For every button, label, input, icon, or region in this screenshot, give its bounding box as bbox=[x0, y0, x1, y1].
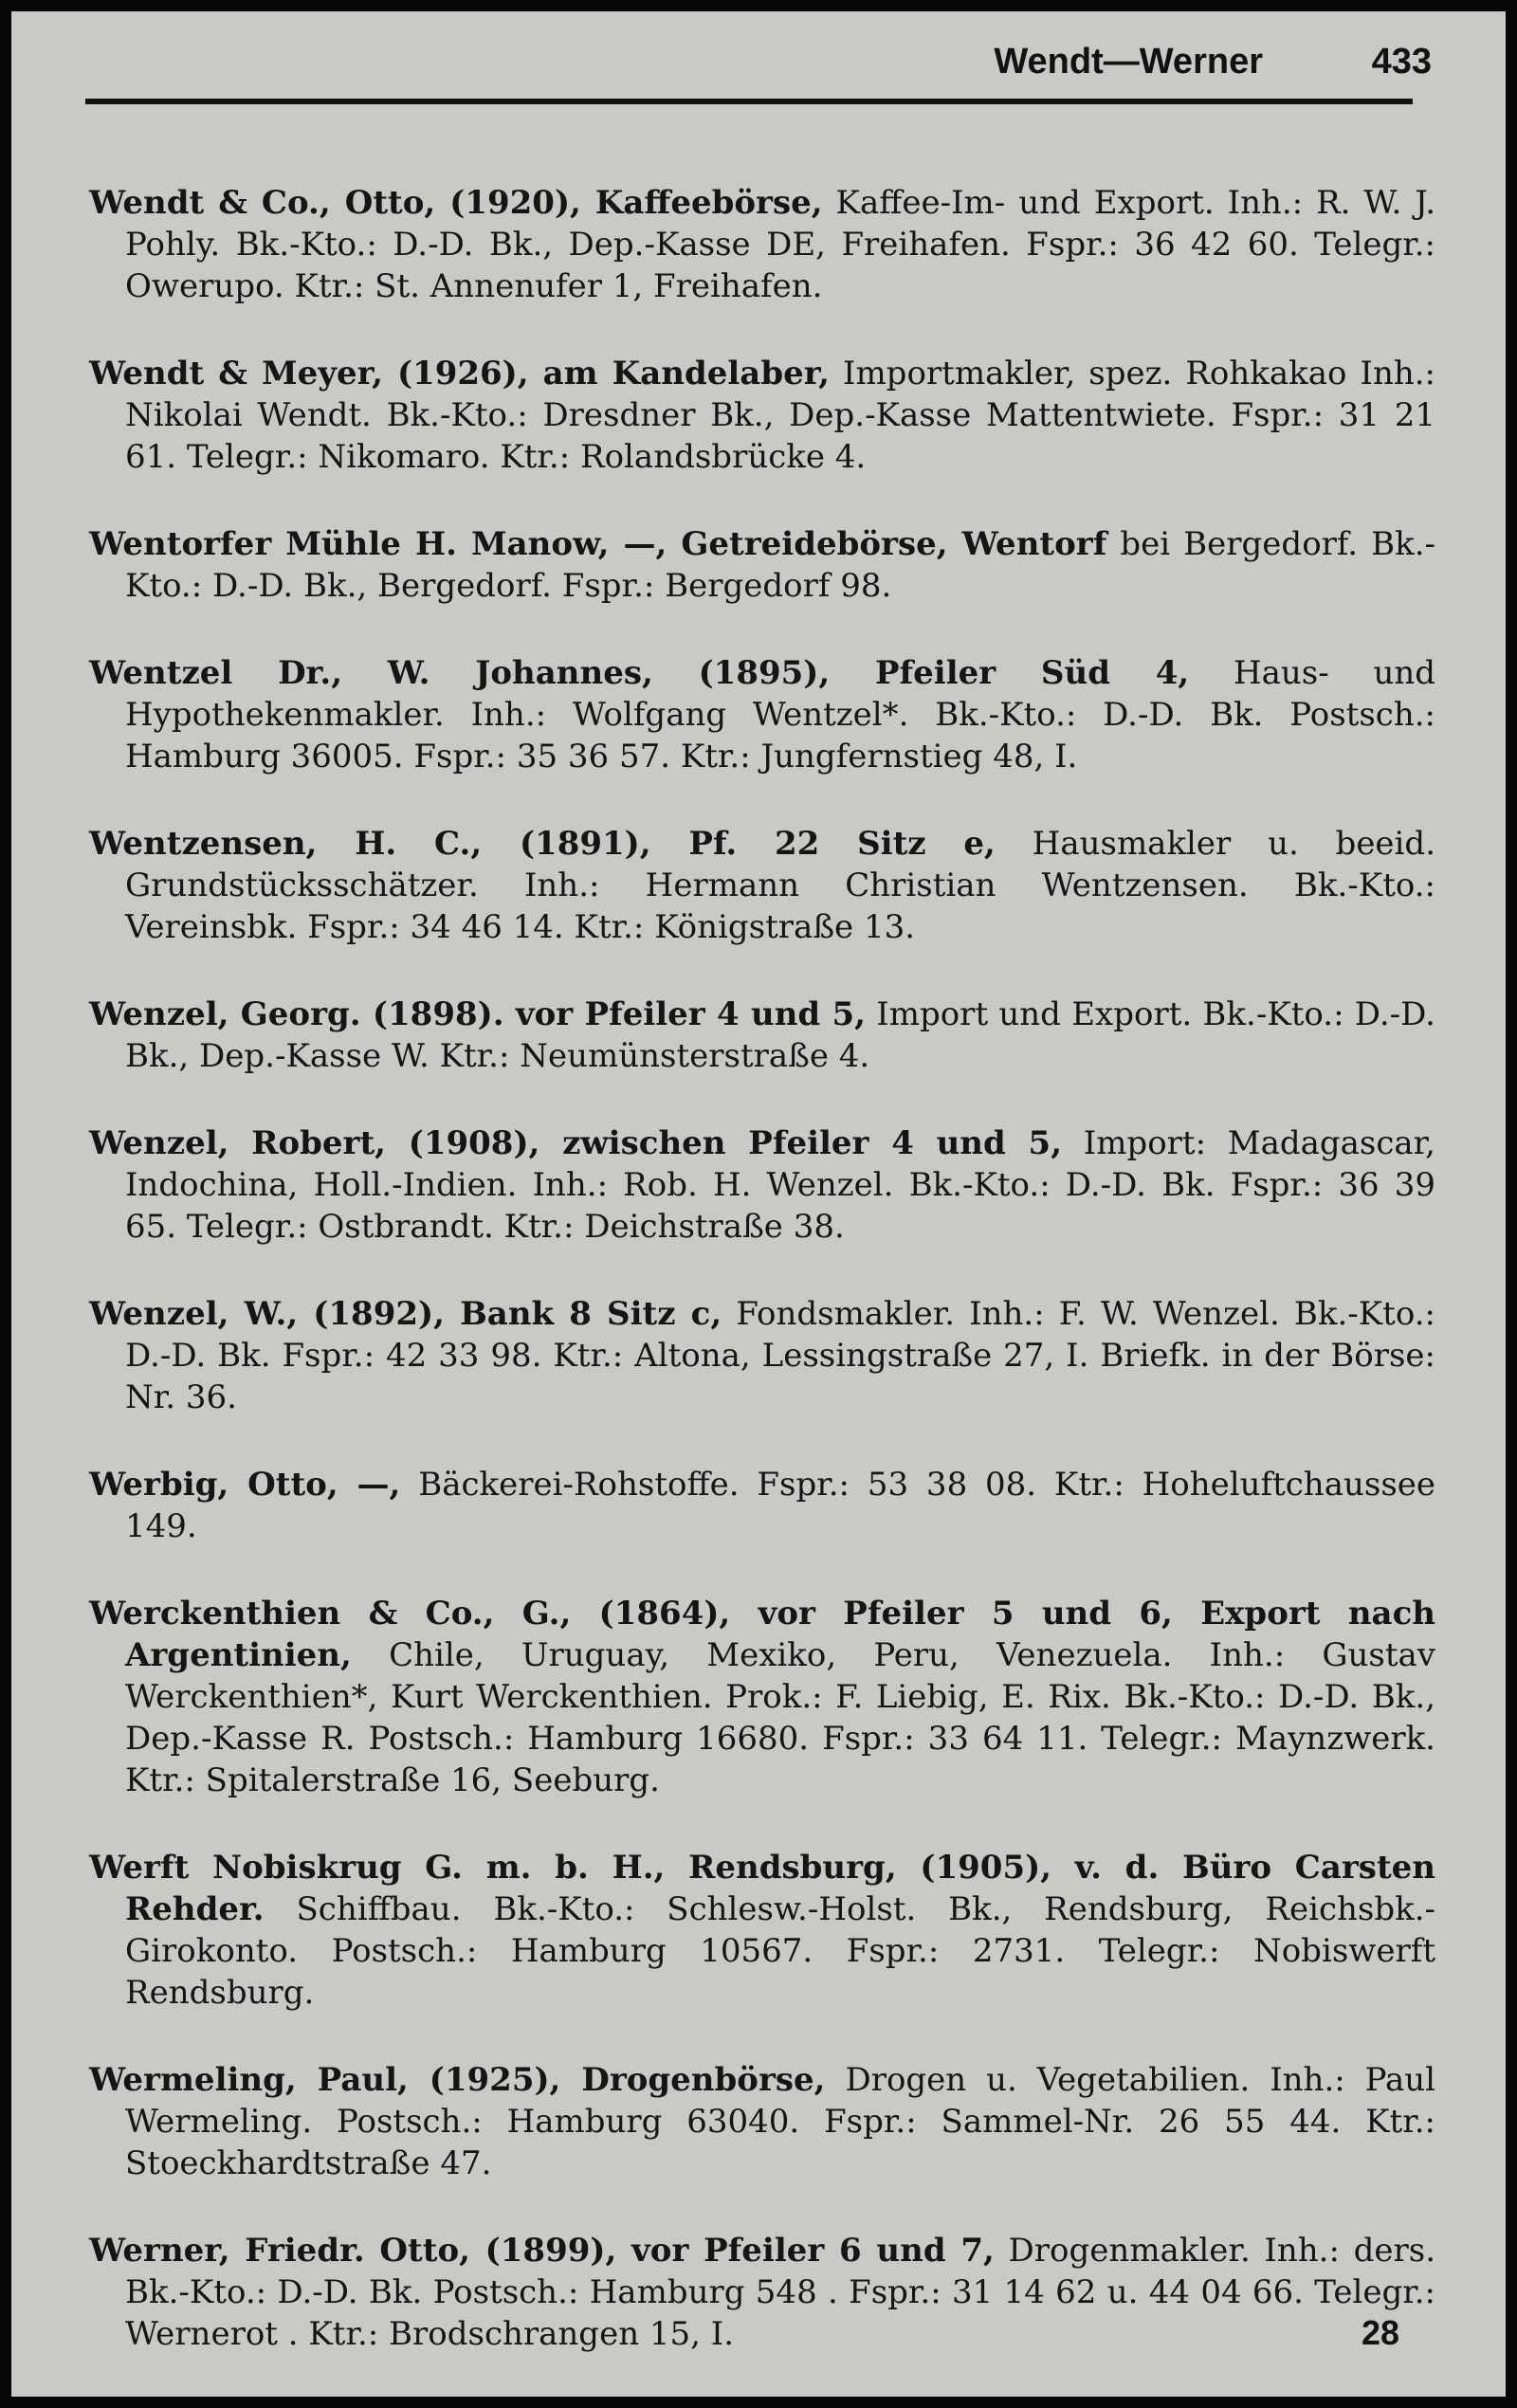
header-title: Wendt—Werner bbox=[994, 42, 1263, 82]
entry-name: Wenzel, Robert, (1908), zwischen Pfeiler 4 und 5, bbox=[89, 1124, 1063, 1162]
running-header bbox=[85, 42, 1432, 93]
entry-name: Wermeling, Paul, (1925), Drogenbörse, bbox=[89, 2061, 826, 2099]
entry-body: Fondsmakler. Inh.: F. W. Wenzel. Bk.-Kto.: D.-D. Bk. Fspr.: 42 33 98. Ktr.: Altona, Lessingstraße 27, I. Briefk. in der Börse: Nr. 36. bbox=[125, 1295, 1435, 1416]
entry-body: Drogen u. Vegetabilien. Inh.: Paul Wermeling. Postsch.: Hamburg 63040. Fspr.: Sammel-Nr. 26 55 44. Ktr.: Stoeckhardtstraße 47. bbox=[125, 2061, 1436, 2182]
directory-entry bbox=[89, 353, 1435, 478]
entry-body: Drogenmakler. Inh.: ders. Bk.-Kto.: D.-D. Bk. Postsch.: Hamburg 548 . Fspr.: 31 14 62 u. 44 04 66. Telegr.: Wernerot . Ktr.: Brodschrangen 15, I. bbox=[125, 2232, 1436, 2353]
directory-entry bbox=[89, 1464, 1435, 1547]
entry-body: Hausmakler u. beeid. Grundstücksschätzer. Inh.: Hermann Christian Wentzensen. Bk.-Kto.: Vereinsbk. Fspr.: 34 46 14. Ktr.: Königstraße 13. bbox=[125, 825, 1436, 946]
entry-body: Bäckerei-Rohstoffe. Fspr.: 53 38 08. Ktr.: Hoheluftchaussee 149. bbox=[125, 1466, 1436, 1545]
directory-entry bbox=[89, 523, 1435, 607]
entry-name: Wentzel Dr., W. Johannes, (1895), Pfeiler Süd 4, bbox=[89, 654, 1190, 692]
entry-body: Import und Export. Bk.-Kto.: D.-D. Bk., Dep.-Kasse W. Ktr.: Neumünsterstraße 4. bbox=[125, 995, 1435, 1075]
entry-body: Kaffee-Im- und Export. Inh.: R. W. J. Pohly. Bk.-Kto.: D.-D. Bk., Dep.-Kasse DE, Freihafen. Fspr.: 36 42 60. Telegr.: Owerupo. Ktr.: St. Annenufer 1, Freihafen. bbox=[125, 184, 1435, 305]
entry-name: Wentorfer Mühle H. Manow, —, Getreidebörse, Wentorf bbox=[89, 525, 1107, 563]
entry-name: Wenzel, Georg. (1898). vor Pfeiler 4 und 5, bbox=[89, 995, 866, 1033]
entry-body: Chile, Uruguay, Mexiko, Peru, Venezuela. Inh.: Gustav Werckenthien*, Kurt Werckenthien. Prok.: F. Liebig, E. Rix. Bk.-Kto.: D.-D. Bk., Dep.-Kasse R. Postsch.: Hamburg 16680. Fspr.: 33 64 11. Telegr.: Maynzwerk. Ktr.: Spitalerstraße 16, Seeburg. bbox=[125, 1636, 1435, 1799]
entry-name: Wenzel, W., (1892), Bank 8 Sitz c, bbox=[89, 1295, 722, 1333]
header-page-number: 433 bbox=[1371, 42, 1432, 82]
directory-entry bbox=[89, 2059, 1435, 2184]
entry-name: Wendt & Meyer, (1926), am Kandelaber, bbox=[89, 355, 830, 392]
header-rule bbox=[85, 99, 1413, 104]
entry-body: Haus- und Hypothekenmakler. Inh.: Wolfgang Wentzel*. Bk.-Kto.: D.-D. Bk. Postsch.: Hamburg 36005. Fspr.: 35 36 57. Ktr.: Jungfernstieg 48, I. bbox=[125, 654, 1436, 775]
directory-entry bbox=[89, 2230, 1435, 2355]
directory-entry bbox=[89, 1847, 1435, 2014]
entry-name: Wentzensen, H. C., (1891), Pf. 22 Sitz e, bbox=[89, 825, 996, 863]
entry-list bbox=[89, 150, 1435, 2397]
directory-entry bbox=[89, 1593, 1435, 1801]
entry-name: Werbig, Otto, —, bbox=[89, 1466, 401, 1504]
entry-body: Import: Madagascar, Indochina, Holl.-Indien. Inh.: Rob. H. Wenzel. Bk.-Kto.: D.-D. Bk. Fspr.: 36 39 65. Telegr.: Ostbrandt. Ktr.: Deichstraße 38. bbox=[125, 1124, 1435, 1246]
directory-entry bbox=[89, 994, 1435, 1077]
entry-name: Werft Nobiskrug G. m. b. H., Rendsburg, (1905), v. d. Büro Carsten Rehder. bbox=[89, 1849, 1435, 1928]
directory-entry bbox=[89, 182, 1435, 307]
entry-name: Werckenthien & Co., G., (1864), vor Pfeiler 5 und 6, Export nach Argentinien, bbox=[89, 1595, 1435, 1674]
entry-body: Schiffbau. Bk.-Kto.: Schlesw.-Holst. Bk., Rendsburg, Reichsbk.-Girokonto. Postsch.: Hamburg 10567. Fspr.: 2731. Telegr.: Nobiswerft Rendsburg. bbox=[125, 1890, 1435, 2012]
directory-page bbox=[11, 11, 1506, 2397]
directory-entry bbox=[89, 1122, 1435, 1248]
page-number: 28 bbox=[1361, 2313, 1399, 2352]
directory-entry bbox=[89, 823, 1435, 948]
entry-name: Werner, Friedr. Otto, (1899), vor Pfeiler 6 und 7, bbox=[89, 2232, 995, 2270]
directory-entry bbox=[89, 652, 1435, 777]
entry-body: Importmakler, spez. Rohkakao Inh.: Nikolai Wendt. Bk.-Kto.: Dresdner Bk., Dep.-Kasse Mattentwiete. Fspr.: 31 21 61. Telegr.: Nikomaro. Ktr.: Rolandsbrücke 4. bbox=[125, 355, 1435, 476]
entry-name: Wendt & Co., Otto, (1920), Kaffeebörse, bbox=[89, 184, 823, 222]
entry-body: bei Bergedorf. Bk.-Kto.: D.-D. Bk., Bergedorf. Fspr.: Bergedorf 98. bbox=[125, 525, 1436, 605]
directory-entry bbox=[89, 1293, 1435, 1418]
